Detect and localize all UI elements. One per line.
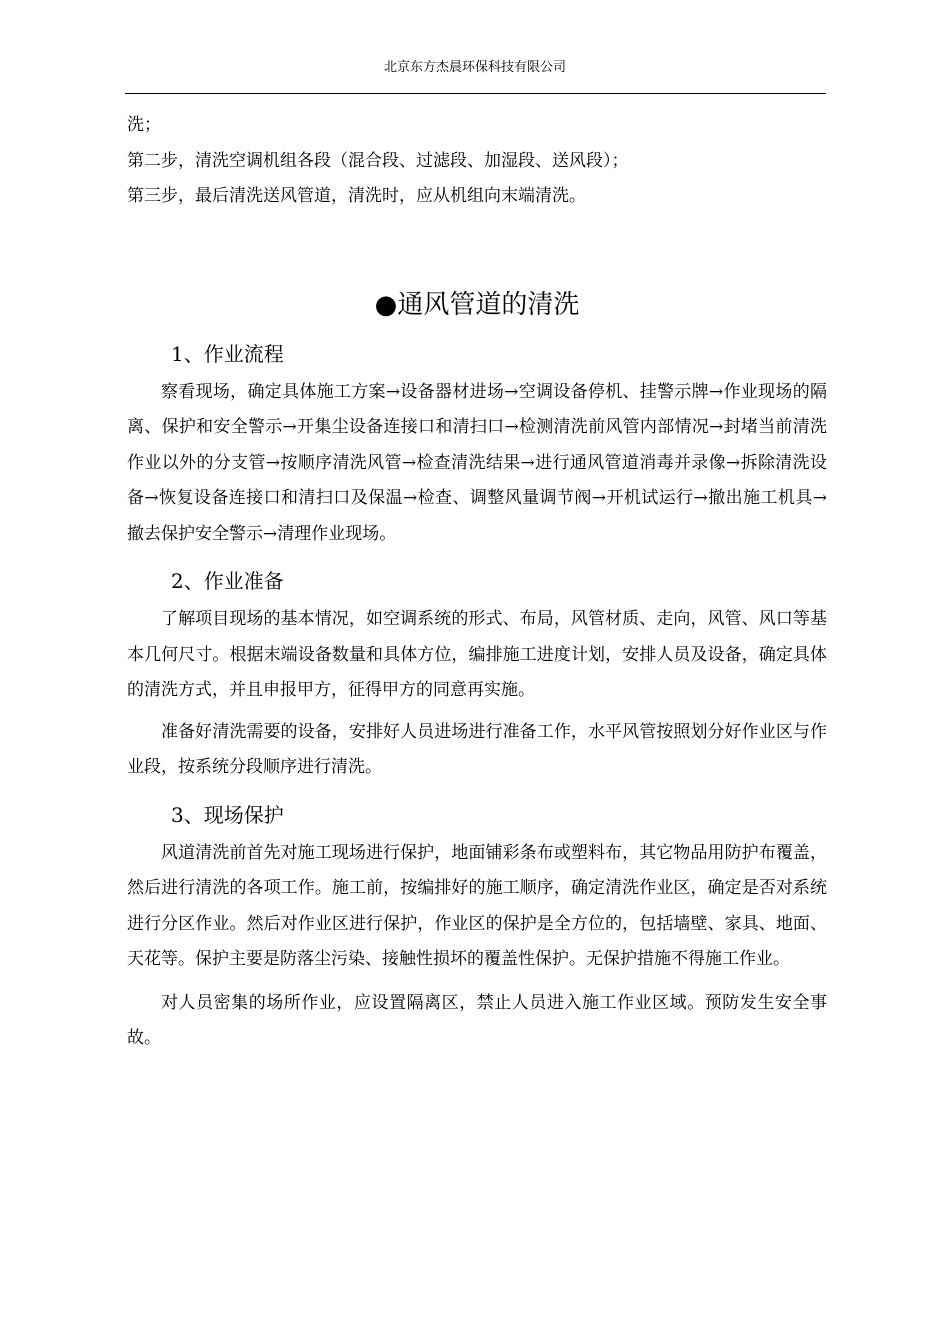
workflow-paragraph: 察看现场，确定具体施工方案→设备器材进场→空调设备停机、挂警示牌→作业现场的隔离、保护和安全警示→开集尘设备连接口和清扫口→检测清洗前风管内部情况→封堵当前清洗作业以外的分支管→按顺序清洗风管→检查清洗结果→进行通风管道消毒并录像→拆除清洗设备→恢复设备连接口和清扫口及保温→检查、调整风量调节阀→开机试运行→撤出施工机具→撤去保护安全警示→清理作业现场。 (127, 381, 827, 544)
site-protection-paragraph-1: 风道清洗前首先对施工现场进行保护，地面铺彩条布或塑料布，其它物品用防护布覆盖，然后进行清洗的各项工作。施工前，按编排好的施工顺序，确定清洗作业区，确定是否对系统进行分区作业。然后对作业区进行保护，作业区的保护是全方位的，包括墙壁、家具、地面、天花等。保护主要是防落尘污染、接触性损坏的覆盖性保护。无保护措施不得施工作业。 (127, 842, 827, 969)
intro-paragraph-2: 第二步，清洗空调机组各段（混合段、过滤段、加湿段、送风段）； (127, 150, 629, 171)
header-divider (125, 93, 826, 94)
subheading-site-protection: 3、现场保护 (171, 802, 284, 827)
page-header-company: 北京东方杰晨环保科技有限公司 (383, 60, 566, 75)
intro-paragraph-1: 洗； (127, 115, 161, 135)
site-protection-paragraph-2: 对人员密集的场所作业，应设置隔离区，禁止人员进入施工作业区域。预防发生安全事故。 (127, 992, 827, 1048)
intro-paragraph-3: 第三步，最后清洗送风管道，清洗时，应从机组向末端清洗。 (127, 186, 586, 206)
subheading-workflow: 1、作业流程 (171, 341, 284, 366)
subheading-preparation: 2、作业准备 (171, 569, 284, 593)
document-body (127, 108, 827, 1057)
section-title: ●通风管道的清洗 (374, 289, 580, 320)
preparation-paragraph-1: 了解项目现场的基本情况，如空调系统的形式、布局，风管材质、走向，风管、风口等基本几何尺寸。根据末端设备数量和具体方位，编排施工进度计划，安排人员及设备，确定具体的清洗方式，并且申报甲方，征得甲方的同意再实施。 (127, 609, 827, 700)
preparation-paragraph-2: 准备好清洗需要的设备，安排好人员进场进行准备工作，水平风管按照划分好作业区与作业段，按系统分段顺序进行清洗。 (127, 721, 827, 777)
